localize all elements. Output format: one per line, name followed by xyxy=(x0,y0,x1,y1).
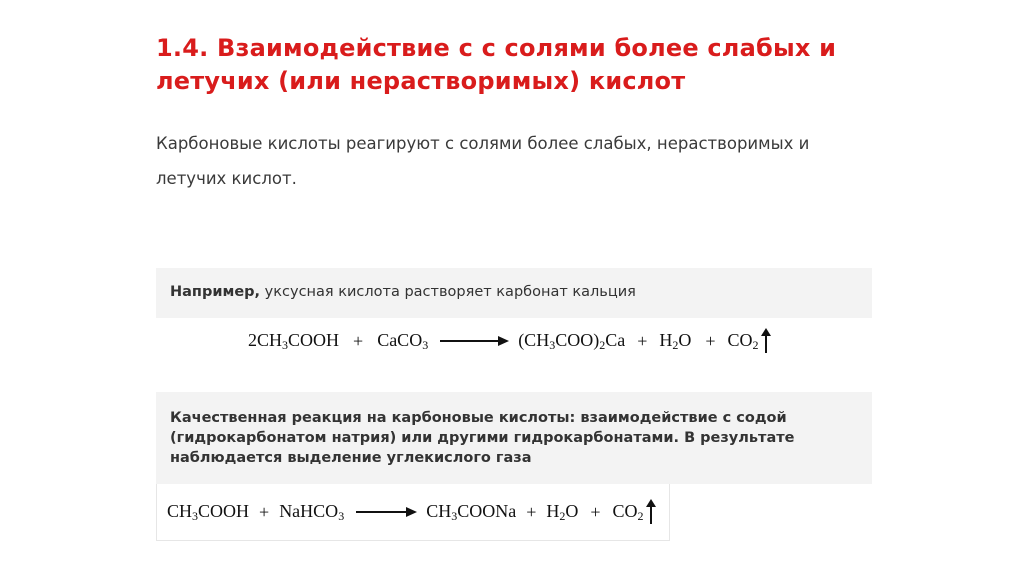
eq1-product-co2: $CO_2$ xyxy=(727,329,759,352)
reaction-arrow-icon xyxy=(354,505,418,519)
qualitative-box xyxy=(156,392,872,484)
eq1-product-acetate: $(CH_3COO)_2Ca$ xyxy=(518,329,626,352)
gas-evolution-arrow-icon xyxy=(761,328,771,354)
eq2-reactant-salt: NaHCO$_3$ xyxy=(279,500,345,523)
equation-sodium-bicarbonate xyxy=(156,484,670,541)
eq1-reactant-acid: $2CH_3COOH$ xyxy=(248,329,340,352)
eq2-plus-2: + xyxy=(526,501,537,522)
eq1-reactant-salt: CaCO$_3$ xyxy=(377,329,429,352)
equation-calcium-carbonate xyxy=(156,318,872,364)
slide-title: 1.4. Взаимодействие с с солями более слабых и летучих (или нерастворимых) кислот xyxy=(156,34,837,95)
eq1-plus-1: + xyxy=(353,330,364,351)
eq1-plus-3: + xyxy=(705,330,716,351)
example-note xyxy=(170,284,636,300)
eq2-plus-1: + xyxy=(259,501,270,522)
reaction-arrow-icon xyxy=(438,334,510,348)
eq2-reactant-acid: $CH_3COOH$ xyxy=(167,500,250,523)
eq1-product-water: $H_2O$ xyxy=(659,329,692,352)
eq2-product-acetate: $CH_3COONa$ xyxy=(426,500,517,523)
eq2-plus-3: + xyxy=(590,501,601,522)
intro-text: Карбоновые кислоты реагируют с солями более слабых, нерастворимых и летучих кислот. xyxy=(156,134,810,188)
eq1-plus-2: + xyxy=(637,330,648,351)
eq2-product-co2: $CO_2$ xyxy=(612,500,644,523)
example-lead: Например, xyxy=(170,284,261,300)
gas-evolution-arrow-icon xyxy=(646,499,656,525)
qualitative-note: Качественная реакция на карбоновые кислоты: взаимодействие с содой (гидрокарбонатом натрия) или другими гидрокарбонатами. В результате наблюдается выделение углекислого газа xyxy=(170,410,795,466)
example-box xyxy=(156,268,872,318)
eq2-product-water: $H_2O$ xyxy=(546,500,579,523)
example-text: уксусная кислота растворяет карбонат кальция xyxy=(260,284,636,300)
